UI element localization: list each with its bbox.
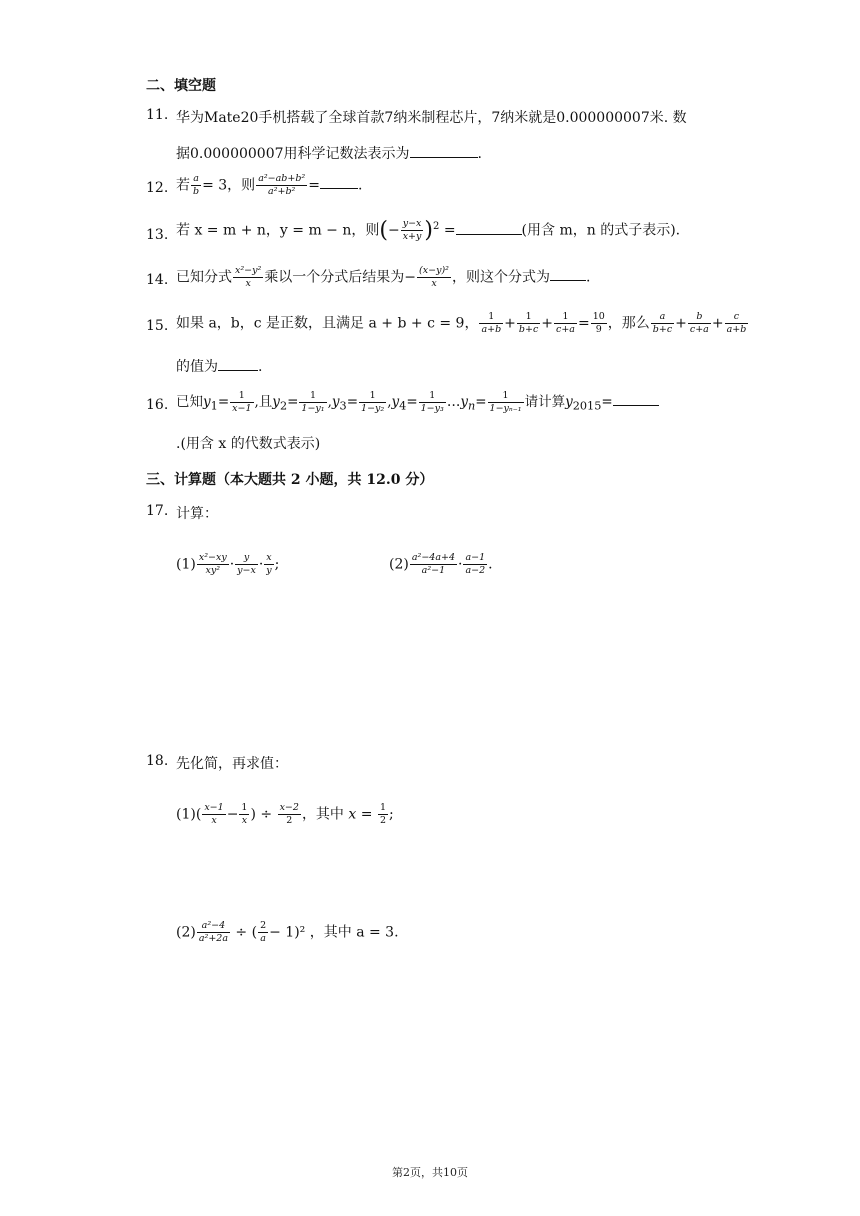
question-15-end: .	[258, 359, 263, 375]
answer-blank-14[interactable]	[550, 280, 586, 281]
question-14-content	[176, 266, 590, 289]
question-18-part2-label: (2)	[176, 924, 196, 941]
fraction-y4: $\frac{1}{\text{1−y₃}}$	[420, 390, 444, 414]
fraction-b-over-c-plus-a: $\frac{b}{c+a}$	[689, 311, 709, 335]
fraction-q13-expr: $\frac{y-x}{x+y}$	[402, 218, 422, 242]
fraction-a-over-b: $\frac{a}{b}$	[193, 173, 200, 197]
question-11-end: .	[477, 146, 482, 162]
question-16-number: 16.	[146, 397, 169, 413]
fraction-10-over-9: $\frac{10}{9}$	[592, 311, 605, 335]
fraction-q14-given: $\frac{\text{x²−y²}}{x}$	[235, 265, 262, 289]
question-18-number: 18.	[146, 753, 169, 769]
question-13-note: (用含 m，n 的式子表示).	[521, 222, 681, 239]
fraction-q17-1b: $\frac{y}{y-x}$	[237, 552, 256, 576]
question-16-content: 已知$y_1=$ $\frac{1}{x-1}$ ,且$y_2=$ $\frac{1}{\text{1−y₁}}$ $,y_3=$ $\frac{1}{\text{1−y₂}}$ $,y_4=$ $\frac{1}{\text{1−y₃}}$ $\dots y_n=$ $\frac{1}{\text{1−yₙ₋₁}}$ 请计算$y_{2015}=$	[176, 390, 659, 414]
question-12-given: = 3，则	[202, 177, 256, 194]
fraction-q18-2a: $\frac{\text{a²−4}}{\text{a²+2a}}$	[198, 920, 228, 944]
fraction-q17-1a: $\frac{\text{x²−xy}}{\text{xy²}}$	[198, 552, 227, 576]
question-15-line1: 如果 a，b，c 是正数，且满足 a + b + c = 9，	[176, 315, 479, 332]
fraction-q17-1c: $\frac{x}{y}$	[266, 552, 272, 576]
question-15-text2: 的值为	[176, 359, 218, 375]
answer-blank-13[interactable]	[456, 234, 522, 235]
question-13-eq: =	[443, 222, 456, 239]
question-16-mid: 请计算	[524, 394, 566, 410]
question-18-part2: (2) $\frac{\text{a²−4}}{\text{a²+2a}}$ ÷ ( $\frac{2}{a}$ − 1)² ，其中 a = 3.	[176, 920, 399, 944]
question-15-then: ，那么	[607, 315, 650, 332]
question-12-eq: =	[308, 177, 320, 194]
question-17-part2: (2) $\frac{\text{a²−4a+4}}{\text{a²−1}}$ · $\frac{a-1}{a-2}$ .	[389, 552, 493, 576]
question-12-pre: 若	[176, 177, 190, 194]
question-17-number: 17.	[146, 503, 169, 519]
fraction-q14-result: $\frac{\text{(x−y)²}}{x}$	[419, 265, 449, 289]
answer-blank-11[interactable]	[410, 157, 478, 158]
question-13-content: 若 x = m + n，y = m − n，则(− $\frac{y-x}{x+y}$ )$^2$ = (用含 m，n 的式子表示).	[176, 218, 681, 243]
section-3-title: 三、计算题（本大题共 2 小题，共 12.0 分）	[146, 472, 434, 488]
fraction-1-over-a-plus-b: $\frac{1}{a+b}$	[481, 311, 502, 335]
fraction-y1: $\frac{1}{x-1}$	[232, 390, 252, 414]
fraction-y3: $\frac{1}{\text{1−y₂}}$	[361, 390, 385, 414]
fraction-q18-1c: $\frac{x-2}{2}$	[279, 802, 299, 826]
fraction-q17-2b: $\frac{a-1}{a-2}$	[465, 552, 486, 576]
question-14-pre: 已知分式	[176, 269, 232, 286]
question-14-mid: 乘以一个分式后结果为−	[264, 269, 417, 286]
fraction-q12-expr: $\frac{\text{a²−ab+b²}}{\text{a²+b²}}$	[258, 173, 306, 197]
question-14-end: .	[585, 269, 591, 286]
question-12-number: 12.	[146, 180, 169, 196]
fraction-q18-1a: $\frac{x-1}{x}$	[204, 802, 224, 826]
question-11-number: 11.	[146, 107, 169, 123]
question-18-text: 先化简，再求值：	[176, 756, 288, 772]
question-15-line2	[176, 356, 262, 376]
answer-blank-12[interactable]	[320, 188, 358, 189]
question-14-number: 14.	[146, 272, 169, 288]
question-15-content: 如果 a，b，c 是正数，且满足 a + b + c = 9， $\frac{1}{a+b}$ + $\frac{1}{b+c}$ + $\frac{1}{c+a}$ = $\frac{10}{9}$ ，那么 $\frac{a}{b+c}$ + $\frac{b}{c+a}$ + $\frac{c}{a+b}$	[176, 311, 747, 335]
question-17-text: 计算：	[176, 506, 218, 522]
fraction-1-over-b-plus-c: $\frac{1}{b+c}$	[518, 311, 539, 335]
question-18-part1-label: (1)	[176, 806, 196, 823]
answer-blank-16[interactable]	[613, 405, 659, 406]
fraction-q18-2b: $\frac{2}{a}$	[260, 920, 267, 944]
question-14-post: ，则这个分式为	[451, 269, 550, 286]
question-13-text: 若 x = m + n，y = m − n，则	[176, 222, 380, 239]
question-12-end: .	[357, 177, 363, 194]
question-16-line2: .(用含 x 的代数式表示)	[176, 436, 321, 452]
fraction-one-half: $\frac{1}{2}$	[379, 802, 386, 826]
question-17-part1-label: (1)	[176, 556, 196, 573]
question-11-line1: 华为Mate20手机搭载了全球首款7纳米制程芯片，7纳米就是0.000000007米. 数	[176, 110, 687, 126]
question-15-number: 15.	[146, 318, 169, 334]
answer-blank-15[interactable]	[218, 370, 258, 371]
fraction-q17-2a: $\frac{\text{a²−4a+4}}{\text{a²−1}}$	[411, 552, 455, 576]
fraction-c-over-a-plus-b: $\frac{c}{a+b}$	[726, 311, 747, 335]
fraction-q18-1b: $\frac{1}{x}$	[241, 802, 248, 826]
question-18-part1: (1)( $\frac{x-1}{x}$ − $\frac{1}{x}$ ) ÷ $\frac{x-2}{2}$ ，其中 x = $\frac{1}{2}$ ;	[176, 802, 394, 826]
section-2-title: 二、填空题	[146, 78, 216, 94]
question-18-part2-cond: ，其中 a = 3.	[309, 924, 399, 941]
page-footer: 第2页，共10页	[392, 1166, 468, 1179]
question-11-line2	[176, 143, 482, 163]
question-12-content	[176, 174, 362, 197]
fraction-1-over-c-plus-a: $\frac{1}{c+a}$	[556, 311, 575, 335]
question-17-part2-label: (2)	[389, 556, 409, 573]
question-17-part1: (1) $\frac{\text{x²−xy}}{\text{xy²}}$ · $\frac{y}{y-x}$ · $\frac{x}{y}$ ;	[176, 552, 280, 576]
question-18-part1-cond: ，其中	[301, 806, 344, 823]
question-11-text: 据0.000000007用科学记数法表示为	[176, 146, 410, 162]
fraction-yn: $\frac{1}{\text{1−yₙ₋₁}}$	[489, 390, 522, 414]
fraction-a-over-b-plus-c: $\frac{a}{b+c}$	[652, 311, 673, 335]
fraction-y2: $\frac{1}{\text{1−y₁}}$	[301, 390, 325, 414]
question-16-pre: 已知	[176, 394, 203, 410]
question-13-number: 13.	[146, 227, 169, 243]
